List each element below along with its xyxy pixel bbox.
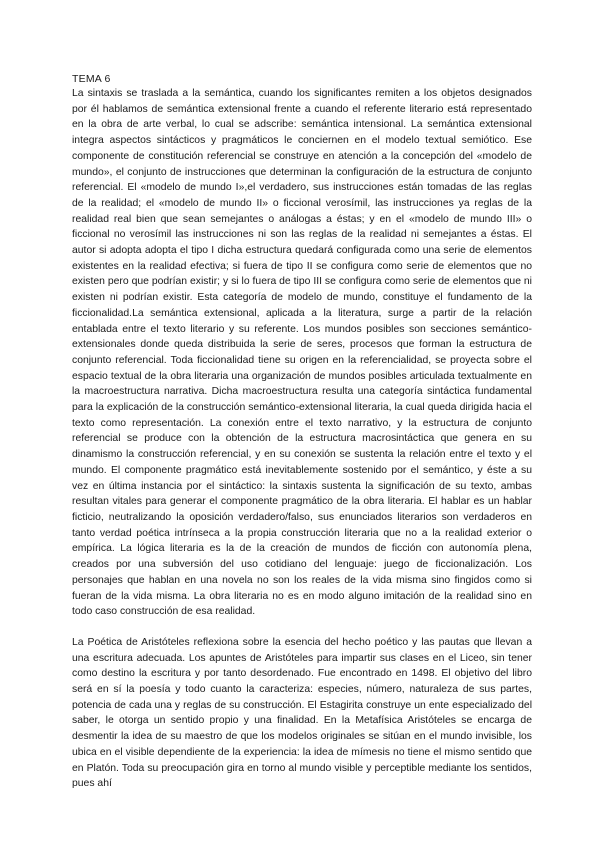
paragraph-poetics: La Poética de Aristóteles reflexiona sobre la esencia del hecho poético y las pautas que llevan a una escritura adecuada. Los apuntes de Aristóteles para impartir sus clases en el Liceo, sin tener como destino la escritura y por tanto desordenado. Fue encontrado en 1498. El objetivo del libro será en sí la poesía y todo cuanto la caracteriza: especies, número, naturaleza de sus partes, potencia de cada una y reglas de su construcción. El Estagirita construye un ente especializado del saber, le otorga un sentido propio y una finalidad. En la Metafísica Aristóteles se encarga de desmentir la idea de su maestro de que los modelos originales se sitúan en el mundo invisible, los ubica en el visible dependiente de la experiencia: la idea de mímesis no tiene el mismo sentido que en Platón. Toda su preocupación gira en torno al mundo visible y perceptible mediante los sentidos, pues ahí	[72, 636, 532, 790]
section-heading: TEMA 6	[72, 73, 111, 85]
document-page	[72, 72, 532, 792]
paragraph-spacer	[72, 620, 532, 635]
paragraph-semantics: La sintaxis se traslada a la semántica, cuando los significantes remiten a los objetos designados por él hablamos de semántica extensional frente a cuando el referente literario está representado en la obra de arte verbal, lo cual se adscribe: semántica intensional. La semántica extensional integra aspectos sintácticos y pragmáticos le conciernen en el modelo textual semiótico. Ese componente de constitución referencial se construye en atención a la concepción del «modelo de mundo», el conjunto de instrucciones que determinan la configuración de la estructura de conjunto referencial. El «modelo de mundo I»,el verdadero, sus instrucciones están tomadas de las reglas de la realidad; el «modelo de mundo II» o ficcional verosímil, las instrucciones ya reglas de la realidad real bien que sean semejantes o análogas a éstas; y en el «modelo de mundo III» o ficcional no verosímil las instrucciones ni son las reglas de la realidad ni semejantes a éstas. El autor si adopta adopta el tipo I dicha estructura quedará configurada como una serie de elementos existentes en la realidad efectiva; si fuera de tipo II se configura como serie de elementos que no existen pero que podrían existir; y si lo fuera de tipo III se configura como serie de elementos que ni existen ni podrían existir. Esta categoría de modelo de mundo, constituye el fundamento de la ficcionalidad.La semántica extensional, aplicada a la literatura, surge a partir de la relación entablada entre el texto literario y su referente. Los mundos posibles son secciones semántico-extensionales donde queda distribuida la serie de seres, procesos que forman la estructura de conjunto referencial. Toda ficcionalidad tiene su origen en la referencialidad, se proyecta sobre el espacio textual de la obra literaria una organización de mundos posibles articulada textualmente en la macroestructura narrativa. Dicha macroestructura resulta una categoría sintáctica fundamental para la explicación de la construcción semántico-extensional literaria, la cual queda dirigida hacia el texto como representación. La conexión entre el texto narrativo, y la estructura de conjunto referencial se produce con la obtención de la estructura macrosintáctica que genera en su dinamismo la construcción referencial, y en su conexión se sustenta la relación entre el texto y el mundo. El componente pragmático está inevitablemente sostenido por el semántico, y éste a su vez en última instancia por el sintáctico: la sintaxis sustenta la significación de su texto, ambas resultan vitales para generar el componente pragmático de la obra literaria. El hablar es un hablar ficticio, neutralizando la oposición verdadero/falso, sus enunciados literarios son verdaderos en tanto verdad poética intrínseca a la propia construcción literaria que no a la realidad exterior o empírica. La lógica literaria es la de la creación de mundos de ficción con autonomía plena, creados por una subversión del uso cotidiano del lenguaje: juego de ficcionalización. Los personajes que hablan en una novela no son los reales de la vida misma sino fingidos como si fueran de la vida misma. La obra literaria no es en modo alguno imitación de la realidad sino en todo caso construcción de esa realidad.	[72, 88, 532, 618]
